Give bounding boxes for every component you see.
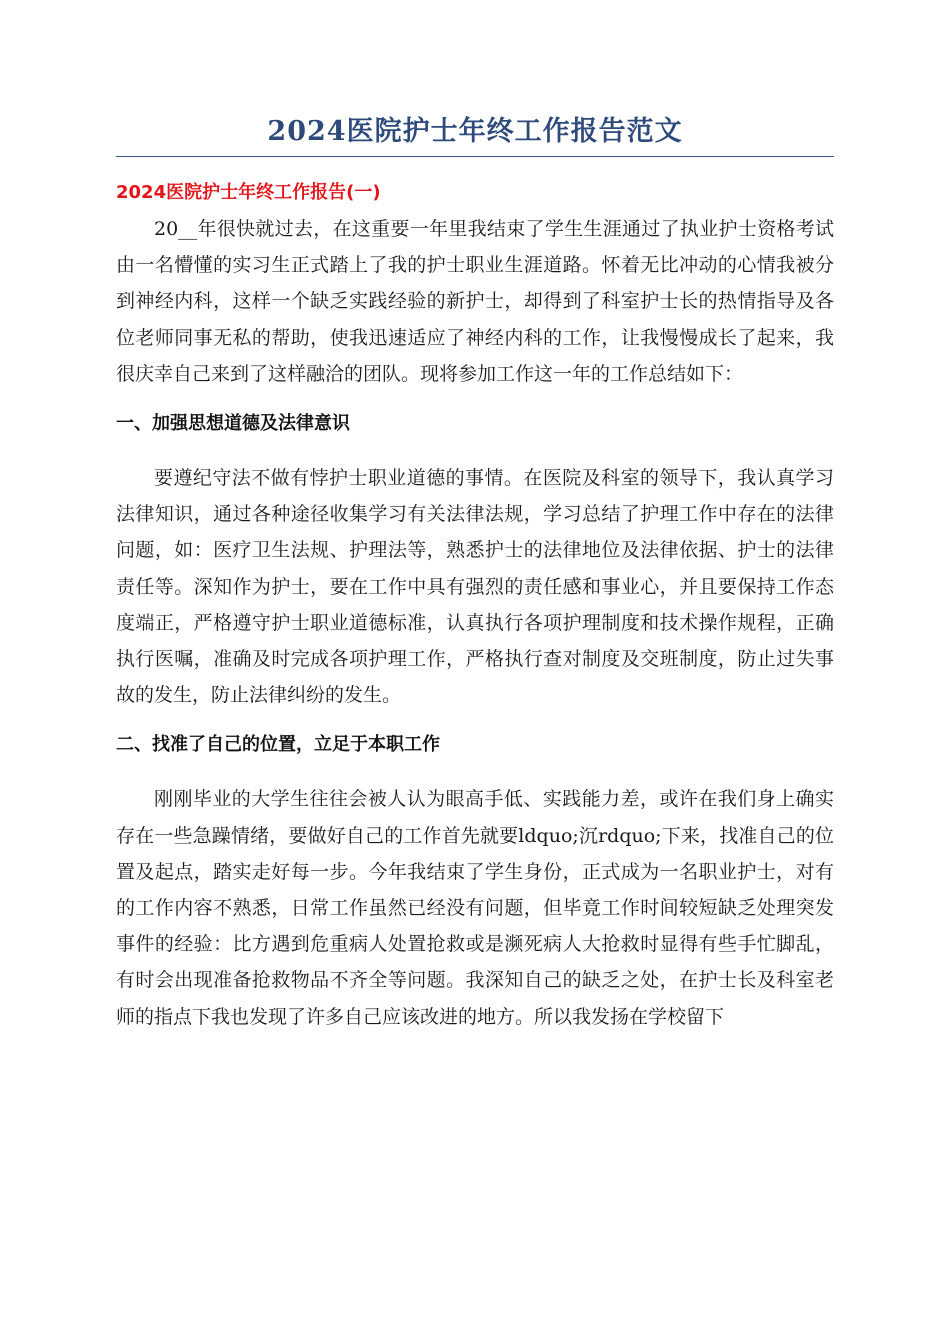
intro-paragraph: 20__年很快就过去，在这重要一年里我结束了学生生涯通过了执业护士资格考试由一名懵懂的实习生正式踏上了我的护士职业生涯道路。怀着无比冲动的心情我被分到神经内科，这样一个缺乏实践经验的新护士，却得到了科室护士长的热情指导及各位老师同事无私的帮助，使我迅速适应了神经内科的工作，让我慢慢成长了起来，我很庆幸自己来到了这样融洽的团队。现将参加工作这一年的工作总结如下： — [116, 218, 834, 385]
document-page — [116, 110, 834, 1035]
title-underline — [116, 156, 834, 157]
section-paragraph-2: 刚刚毕业的大学生往往会被人认为眼高手低、实践能力差，或许在我们身上确实存在一些急躁情绪，要做好自己的工作首先就要ldquo;沉rdquo;下来，找准自己的位置及起点，踏实走好每一步。今年我结束了学生身份，正式成为一名职业护士，对有的工作内容不熟悉，日常工作虽然已经没有问题，但毕竟工作时间较短缺乏处理突发事件的经验：比方遇到危重病人处置抢救或是濒死病人大抢救时显得有些手忙脚乱，有时会出现准备抢救物品不齐全等问题。我深知自己的缺乏之处，在护士长及科室老师的指点下我也发现了许多自己应该改进的地方。所以我发扬在学校留下 — [116, 788, 834, 1028]
section-heading-2: 二、找准了自己的位置，立足于本职工作 — [116, 734, 440, 756]
document-title: 2024医院护士年终工作报告范文 — [267, 116, 683, 147]
section-paragraph-1: 要遵纪守法不做有悖护士职业道德的事情。在医院及科室的领导下，我认真学习法律知识，通过各种途径收集学习有关法律法规，学习总结了护理工作中存在的法律问题，如：医疗卫生法规、护理法等，熟悉护士的法律地位及法律依据、护士的法律责任等。深知作为护士，要在工作中具有强烈的责任感和事业心，并且要保持工作态度端正，严格遵守护士职业道德标准，认真执行各项护理制度和技术操作规程，正确执行医嘱，准确及时完成各项护理工作，严格执行查对制度及交班制度，防止过失事故的发生，防止法律纠纷的发生。 — [116, 467, 834, 707]
section-heading-1: 一、加强思想道德及法律意识 — [116, 413, 350, 435]
report-subtitle: 2024医院护士年终工作报告(一) — [116, 182, 381, 203]
